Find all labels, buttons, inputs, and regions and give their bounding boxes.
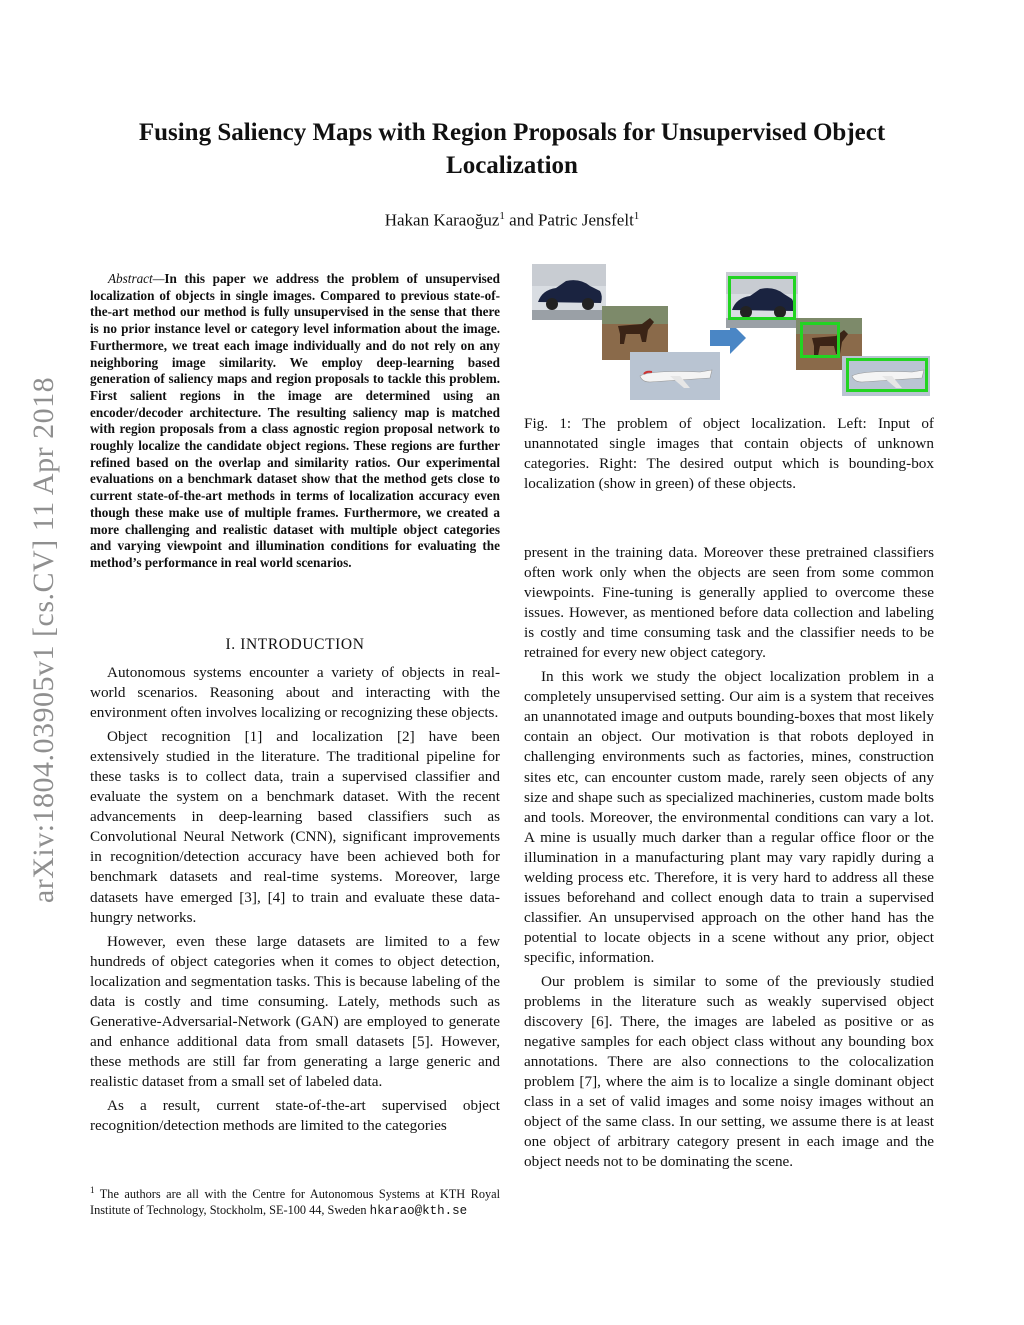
paragraph: present in the training data. Moreover these pretrained classifiers often work only when the objects are seen from some common viewpoints. Fine-tuning is generally applied to overcome these issues. However, as mentioned before data collection and labeling is costly and time consuming task and the classifier needs to be retrained for every new object category. <box>524 544 934 662</box>
car-output-image <box>726 272 798 328</box>
paragraph: In this work we study the object localization problem in a completely unsupervised setting. Our aim is a system that receives an unannotated image and outputs bounding-boxes that most likely contain an object. Our motivation is that robots deployed in challenging environments such as factories, mines, construction sites etc, can encounter custom made, rarely seen objects of any size and shape such as specialized machineries, custom made bolts and tools. Moreover, the environmental conditions can vary a lot. A mine is usually much darker than a regular office floor or the illumination in a manufacturing plant may vary rapidly during a welding process etc. Therefore, it is very hard to address all these issues beforehand and collect enough data to train a supervised classifier. An unsupervised approach on the other hand has the potential to locate objects in a scene without any prior, object specific, information. <box>524 668 934 966</box>
abstract-text: In this paper we address the problem of unsupervised localization of objects in single images. Compared to previous state-of-the-art method our method is fully unsupervised in the sense that there is no prior instance level or category level information about the image. Furthermore, we treat each image individually and do not rely on any neighboring image similarity. We employ deep-learning based generation of saliency maps and region proposals to tackle this problem. First salient regions in the image are determined using an encoder/decoder architecture. The resulting saliency map is matched with region proposals from a class agnostic region proposal network to roughly localize the candidate object regions. These regions are further refined based on the overlap and similarity ratios. Our experimental evaluations on a benchmark dataset show that the method gets close to current state-of-the-art methods in terms of localization accuracy even though these make use of multiple frames. Furthermore, we created a more challenging and realistic dataset with multiple object categories and varying viewpoint and illumination conditions for evaluating the method’s performance in real world scenarios. <box>90 271 500 570</box>
left-column-body <box>90 663 500 1140</box>
car-input-image <box>532 264 606 320</box>
author-line <box>90 210 934 231</box>
bounding-box <box>800 322 840 358</box>
airplane-input-image <box>630 352 720 400</box>
paragraph: However, even these large datasets are limited to a few hundreds of object categories when it comes to object detection, localization and segmentation tasks. This is because labeling of the data is costly and time consuming. Lately, methods such as Generative-Adversarial-Network (GAN) are employed to generate and enhance additional data from small datasets [5]. However, these methods are still far from generating a large generic and realistic dataset from a small set of labeled data. <box>90 932 500 1090</box>
paragraph: Object recognition [1] and localization [2] have been extensively studied in the literature. The traditional pipeline for these tasks is to collect data, train a supervised classifier and evaluate the system on a benchmark dataset. With the recent advancements in deep-learning based classifiers such as Convolutional Neural Network (CNN), significant improvements in recognition/detection accuracy have been achieved both for benchmark datasets and real-time systems. Moreover, large datasets have emerged [3], [4] to train and evaluate these data-hungry networks. <box>90 728 500 926</box>
section-heading: I. INTRODUCTION <box>225 636 365 653</box>
arxiv-sidebar <box>20 330 68 950</box>
paragraph: Autonomous systems encounter a variety of objects in real-world scenarios. Reasoning about and interacting with the environment often involves localizing or recognizing these objects. <box>90 664 500 722</box>
footnote <box>90 1182 500 1219</box>
abstract-label: Abstract— <box>108 271 165 286</box>
author-separator: and <box>504 210 538 230</box>
affiliation-mark: 1 <box>499 210 505 222</box>
affiliation-mark: 1 <box>633 210 640 222</box>
paragraph: As a result, current state-of-the-art supervised object recognition/detection methods are limited to the categories <box>90 1096 500 1135</box>
figure-1 <box>524 260 934 400</box>
figure-caption: Fig. 1: The problem of object localization. Left: Input of unannotated single images that contain objects of unknown categories. Right: The desired output which is bounding-box localization (show in green) of these objects. <box>524 415 934 493</box>
author-name: Hakan Karaoğuz <box>384 210 500 230</box>
author-email: hkarao@kth.se <box>369 1204 468 1219</box>
abstract <box>90 271 500 572</box>
bounding-box <box>846 358 928 392</box>
arxiv-identifier: arXiv:1804.03905v1 [cs.CV] 11 Apr 2018 <box>27 376 60 904</box>
footnote-mark: 1 <box>90 1185 95 1195</box>
right-column-body <box>524 543 934 1176</box>
footnote-text: The authors are all with the Centre for Autonomous Systems at KTH Royal Institute of Technology, Stockholm, SE-100 44, Sweden <box>90 1187 500 1218</box>
author-name: Patric Jensfelt <box>537 210 634 230</box>
paragraph: Our problem is similar to some of the previously studied problems in the literature such as weakly supervised object discovery [6]. There, the images are labeled as positive or as negative samples for each object class without any bounding box annotations. There are also connections to the colocalization problem [7], where the aim is to localize a single dominant object class in a set of valid images and some noisy images without an object of the same class. In our setting, we assume there is at least one object of arbitrary category present in each image and the object needs not to be dominating the scene. <box>524 972 934 1171</box>
bounding-box <box>728 276 796 320</box>
paper-title: Fusing Saliency Maps with Region Proposals for Unsupervised Object Localization <box>138 119 886 179</box>
airplane-output-image <box>842 356 930 396</box>
